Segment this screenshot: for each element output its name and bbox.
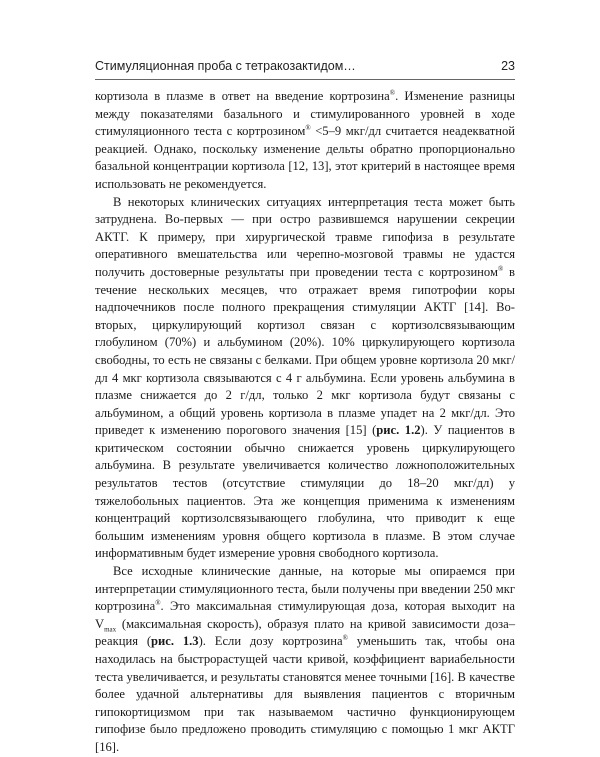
text-run: . Изменение разницы между показателями базального и стимулированного уровней в ходе стимуляционного теста с кортрозином [95,89,515,139]
text-run: (максимальная скорость), образуя плато на кривой зависимости доза–реакция ( [95,616,515,649]
subscript-max: max [104,625,117,634]
registered-mark: ® [497,264,504,273]
text-run: Все исходные клинические данные, на которые мы опираемся при интерпретации стимуляционного теста, были получены при введении 250 мкг кортрозина [95,564,515,614]
page-number: 23 [501,59,515,73]
registered-mark: ® [342,634,348,643]
registered-mark: ® [389,88,396,97]
body-text [95,88,515,757]
text-run: уменьшить так, чтобы она находилась на быстрорастущей части кривой, коэффициент вариабельности теста увеличивается, и результаты становятся менее точными [16]. В качестве более удачной альтернативы для выявления пациентов с вторичным гипокортицизмом при так называемом частично функционирующем гипофизе было предложено проводить стимуляцию с помощью 1 мкг АКТГ [16]. [95,634,515,754]
paragraph [95,194,515,563]
text-run: В некоторых клинических ситуациях интерпретация теста может быть затруднена. Во-первых — при остро развившемся нарушении секреции АКТГ. К примеру, при хирургической травме гипофиза в результате оперативного вмешательства или черепно-мозговой травмы не удастся получить достоверные результаты при проведении теста с кортрозином [95,194,515,279]
paragraph [95,563,515,757]
text-run: . Это максимальная стимулирующая доза, которая выходит на V [95,599,515,631]
header-rule [95,79,515,80]
paragraph [95,88,515,194]
figure-reference: рис. 1.2 [376,423,421,438]
running-title: Стимуляционная проба с тетракозактидом… [95,59,356,73]
running-header [95,57,515,77]
text-run: в течение нескольких месяцев, что отражает время гипотрофии коры надпочечников после полного прекращения стимуляции АКТГ [14]. Во-вторых, циркулирующий кортизол связан с кортизолсвязывающим глобулином (70%) и альбумином (20%). 10% циркулирующего кортизола свободны, то есть не связаны с белками. При общем уровне кортизола 20 мкг/дл 4 мкг кортизола связываются с 4 г альбумина. Если уровень альбумина в плазме снижается до 2 г/дл, только 2 мкг кортизола будут связаны с альбумином, а общий уровень кортизола в плазме упадет на 2 мкг/дл. Это приведет к изменению порогового значения [15] ( [95,264,515,438]
text-run: ). У пациентов в критическом состоянии обычно снижается уровень циркулирующего альбумина. В результате увеличивается количество ложноположительных результатов тестов (отсутствие стимуляции до 18–20 мкг/дл) у тяжелобольных пациентов. Эта же концепция применима к изменениям концентраций кортизолсвязывающего глобулина, что приводит к еще большим изменениям уровня общего кортизола в плазме. В этом случае информативным будет измерение уровня свободного кортизола. [95,423,515,561]
text-run: ). Если дозу кортрозина [198,634,343,649]
text-run: <5–9 мкг/дл считается неадекватной реакцией. Однако, поскольку изменение дельты обратно пропорционально базальной концентрации кортизола [12, 13], этот критерий в настоящее время использовать не рекомендуется. [95,124,515,191]
figure-reference: рис. 1.3 [151,634,199,649]
registered-mark: ® [305,124,311,132]
text-run: кортизола в плазме в ответ на введение кортрозина [95,89,390,103]
registered-mark: ® [155,599,161,608]
